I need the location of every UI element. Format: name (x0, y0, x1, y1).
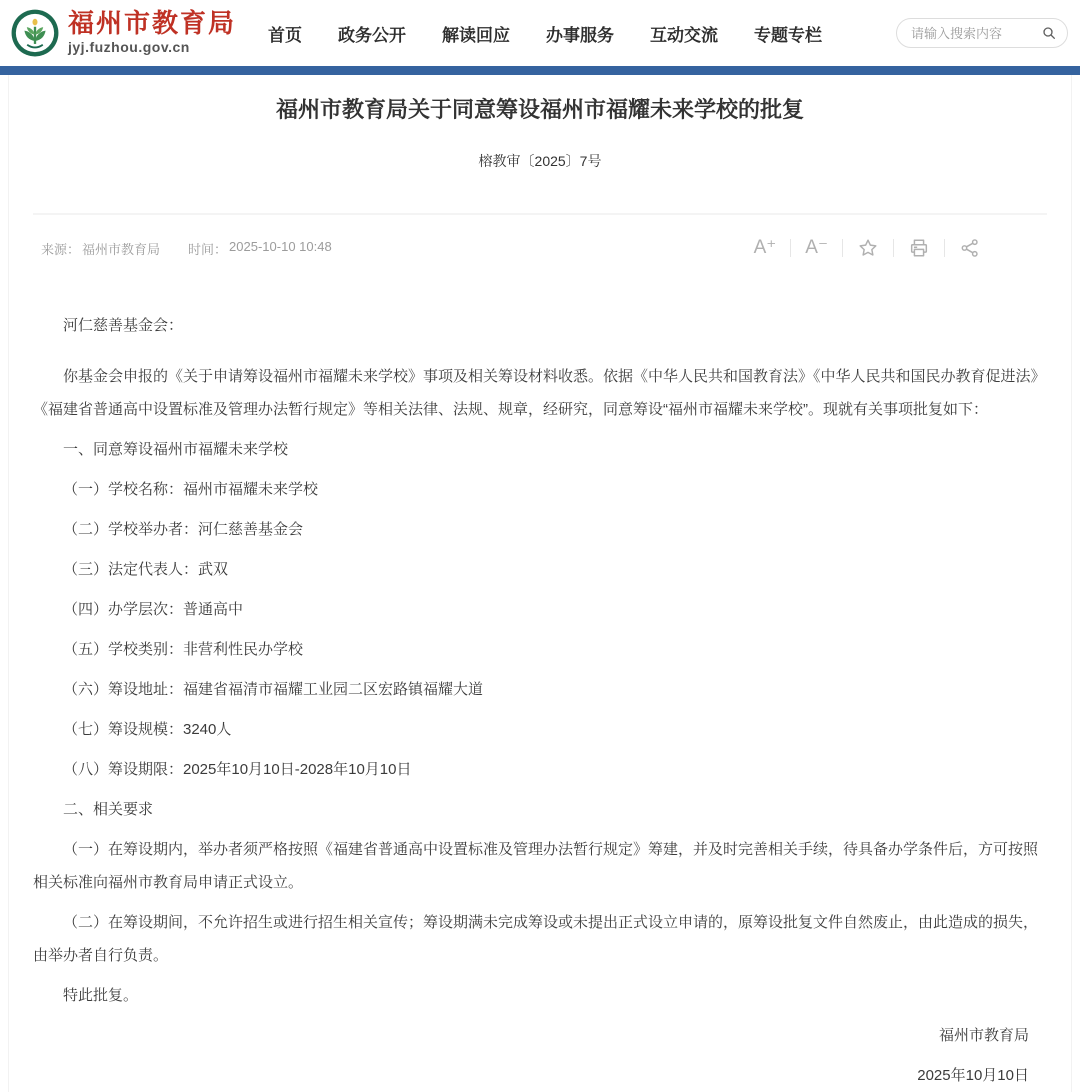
article-paragraph: 你基金会申报的《关于申请筹设福州市福耀未来学校》事项及相关筹设材料收悉。依据《中华人民共和国教育法》《中华人民共和国民办教育促进法》《福建省普通高中设置标准及管理办法暂行规定》等相关法律、法规、规章，经研究，同意筹设“福州市福耀未来学校”。现就有关事项批复如下： (33, 368, 1046, 418)
education-bureau-emblem-icon (10, 8, 60, 58)
source-value: 福州市教育局 (82, 241, 161, 257)
nav-item[interactable]: 办事服务 (546, 21, 614, 46)
article-paragraph: （五）学校类别：非营利性民办学校 (63, 641, 304, 658)
site-name: 福州市教育局 (68, 9, 237, 38)
article-meta (33, 239, 332, 258)
article-paragraph: （三）法定代表人：武双 (63, 561, 229, 578)
site-url: jyj.fuzhou.gov.cn (68, 39, 190, 55)
article-paragraph: 2025年10月10日 (917, 1067, 1029, 1084)
page-title: 福州市教育局关于同意筹设福州市福耀未来学校的批复 (275, 97, 804, 122)
time-value: 2025-10-10 10:48 (229, 238, 332, 254)
article-paragraph: （二）在筹设期间，不允许招生或进行招生相关宣传；筹设期满未完成筹设或未提出正式设立申请的，原筹设批复文件自然废止，由此造成的损失，由举办者自行负责。 (33, 914, 1039, 964)
site-header (0, 0, 1080, 66)
time-label: 时间： (188, 241, 228, 257)
article-body (33, 309, 1047, 1092)
article-paragraph: 河仁慈善基金会： (63, 317, 184, 334)
article-paragraph: （一）在筹设期内，举办者须严格按照《福建省普通高中设置标准及管理办法暂行规定》筹建，并及时完善相关手续，待具备办学条件后，方可按照相关标准向福州市教育局申请正式设立。 (33, 841, 1039, 891)
font-decrease-button[interactable]: A⁻ (791, 237, 842, 259)
article-meta-row (33, 235, 1047, 261)
search-box (896, 18, 1068, 48)
article-tools (740, 237, 1047, 259)
search-input[interactable] (911, 26, 1041, 41)
article-paragraph: （八）筹设期限：2025年10月10日-2028年10月10日 (63, 761, 412, 778)
article-paragraph: （七）筹设规模：3240人 (63, 721, 232, 738)
article-paragraph: 一、同意筹设福州市福耀未来学校 (63, 441, 289, 458)
nav-item[interactable]: 互动交流 (650, 21, 718, 46)
nav-item[interactable]: 政务公开 (338, 21, 406, 46)
share-icon[interactable] (945, 237, 995, 259)
article-paragraph: （六）筹设地址：福建省福清市福耀工业园二区宏路镇福耀大道 (63, 681, 484, 698)
nav-item[interactable]: 首页 (268, 21, 302, 46)
main-nav (268, 21, 822, 46)
search-icon[interactable] (1041, 25, 1057, 41)
nav-item[interactable]: 解读回应 (442, 21, 510, 46)
article-paragraph: （一）学校名称：福州市福耀未来学校 (63, 481, 319, 498)
site-logo[interactable] (10, 8, 236, 58)
header-accent-bar (0, 66, 1080, 75)
article-paragraph: 特此批复。 (63, 987, 139, 1004)
nav-item[interactable]: 专题专栏 (754, 21, 822, 46)
font-increase-button[interactable]: A⁺ (740, 237, 791, 259)
article-container (8, 75, 1072, 1092)
article-paragraph: 二、相关要求 (63, 801, 154, 818)
print-icon[interactable] (894, 237, 944, 259)
article-paragraph: 福州市教育局 (938, 1027, 1029, 1044)
title-divider (33, 213, 1047, 215)
favorite-star-icon[interactable] (843, 237, 893, 259)
document-number: 榕教审〔2025〕7号 (478, 153, 602, 169)
article-paragraph: （二）学校举办者：河仁慈善基金会 (63, 521, 304, 538)
article-paragraph: （四）办学层次：普通高中 (63, 601, 244, 618)
source-label: 来源： (41, 241, 81, 257)
